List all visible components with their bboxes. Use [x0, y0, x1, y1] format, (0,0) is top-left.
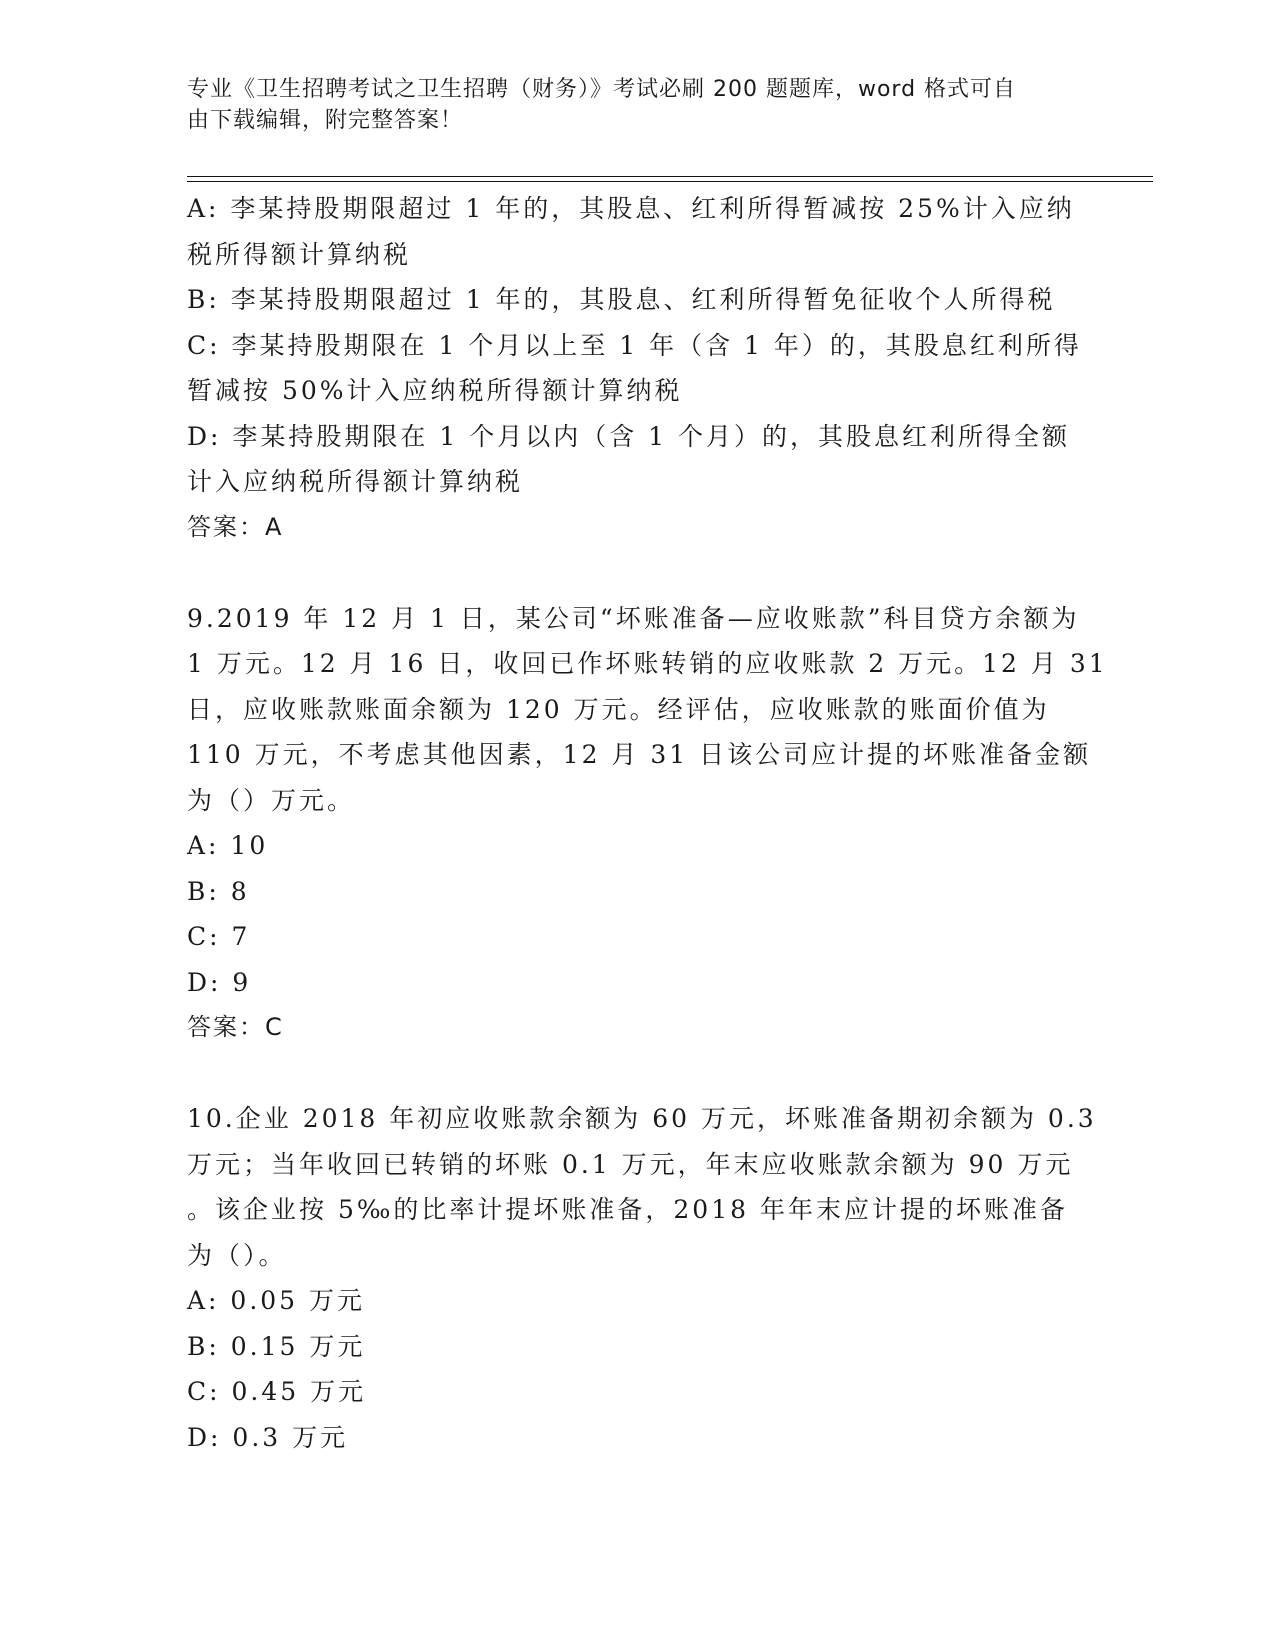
question-8-options — [187, 186, 1087, 550]
q9-stem-line-5: 为（）万元。 — [187, 785, 356, 815]
header-divider-top — [187, 176, 1153, 177]
q8-option-c-line-1: C: 李某持股期限在 1 个月以上至 1 年（含 1 年）的，其股息红利所得 — [187, 330, 1082, 360]
question-9 — [187, 596, 1108, 1051]
q9-option-c: C: 7 — [187, 922, 251, 951]
header-line-1: 专业《卫生招聘考试之卫生招聘（财务）》考试必刷 200 题题库，word 格式可自 — [187, 77, 1017, 102]
q10-option-b: B: 0.15 万元 — [187, 1331, 366, 1361]
q9-stem-line-2: 1 万元。12 月 16 日，收回已作坏账转销的应收账款 2 万元。12 月 31 — [187, 649, 1108, 678]
q10-stem-line-3: 。该企业按 5‰的比率计提坏账准备，2018 年年末应计提的坏账准备 — [187, 1195, 1068, 1224]
q8-option-a-line-2: 税所得额计算纳税 — [187, 239, 412, 269]
header-divider-bottom — [187, 181, 1153, 182]
q9-option-d: D: 9 — [187, 967, 252, 997]
q8-option-d-line-2: 计入应纳税所得额计算纳税 — [187, 467, 524, 496]
q10-stem-line-1: 10.企业 2018 年初应收账款余额为 60 万元，坏账准备期初余额为 0.3 — [187, 1104, 1097, 1133]
q9-stem-line-1: 9.2019 年 12 月 1 日，某公司“坏账准备—应收账款”科目贷方余额为 — [187, 603, 1080, 633]
q8-option-b: B: 李某持股期限超过 1 年的，其股息、红利所得暂免征收个人所得税 — [187, 285, 1056, 314]
q9-option-a: A: 10 — [187, 831, 269, 860]
spacer — [187, 550, 1087, 596]
q9-option-b: B: 8 — [187, 876, 250, 906]
q8-option-c-line-2: 暂减按 50%计入应纳税所得额计算纳税 — [187, 376, 683, 405]
q9-stem-line-4: 110 万元，不考虑其他因素，12 月 31 日该公司应计提的坏账准备金额 — [187, 740, 1092, 769]
document-body — [187, 186, 1108, 1460]
q10-option-d: D: 0.3 万元 — [187, 1422, 349, 1452]
q8-answer: 答案：A — [187, 512, 284, 541]
q8-option-a-line-1: A: 李某持股期限超过 1 年的，其股息、红利所得暂减按 25%计入应纳 — [187, 194, 1075, 223]
q10-stem-line-4: 为（）。 — [187, 1240, 287, 1270]
spacer — [187, 1051, 1087, 1097]
q9-stem-line-3: 日，应收账款账面余额为 120 万元。经评估，应收账款的账面价值为 — [187, 694, 1050, 724]
question-10 — [187, 1096, 1097, 1460]
q8-option-d-line-1: D: 李某持股期限在 1 个月以内（含 1 个月）的，其股息红利所得全额 — [187, 421, 1071, 451]
q9-answer: 答案：C — [187, 1013, 284, 1041]
q10-option-c: C: 0.45 万元 — [187, 1377, 367, 1406]
header-line-2: 由下载编辑，附完整答案！ — [187, 108, 464, 133]
document-header — [187, 74, 1067, 136]
q10-option-a: A: 0.05 万元 — [187, 1286, 366, 1315]
q10-stem-line-2: 万元；当年收回已转销的坏账 0.1 万元，年末应收账款余额为 90 万元 — [187, 1149, 1074, 1179]
